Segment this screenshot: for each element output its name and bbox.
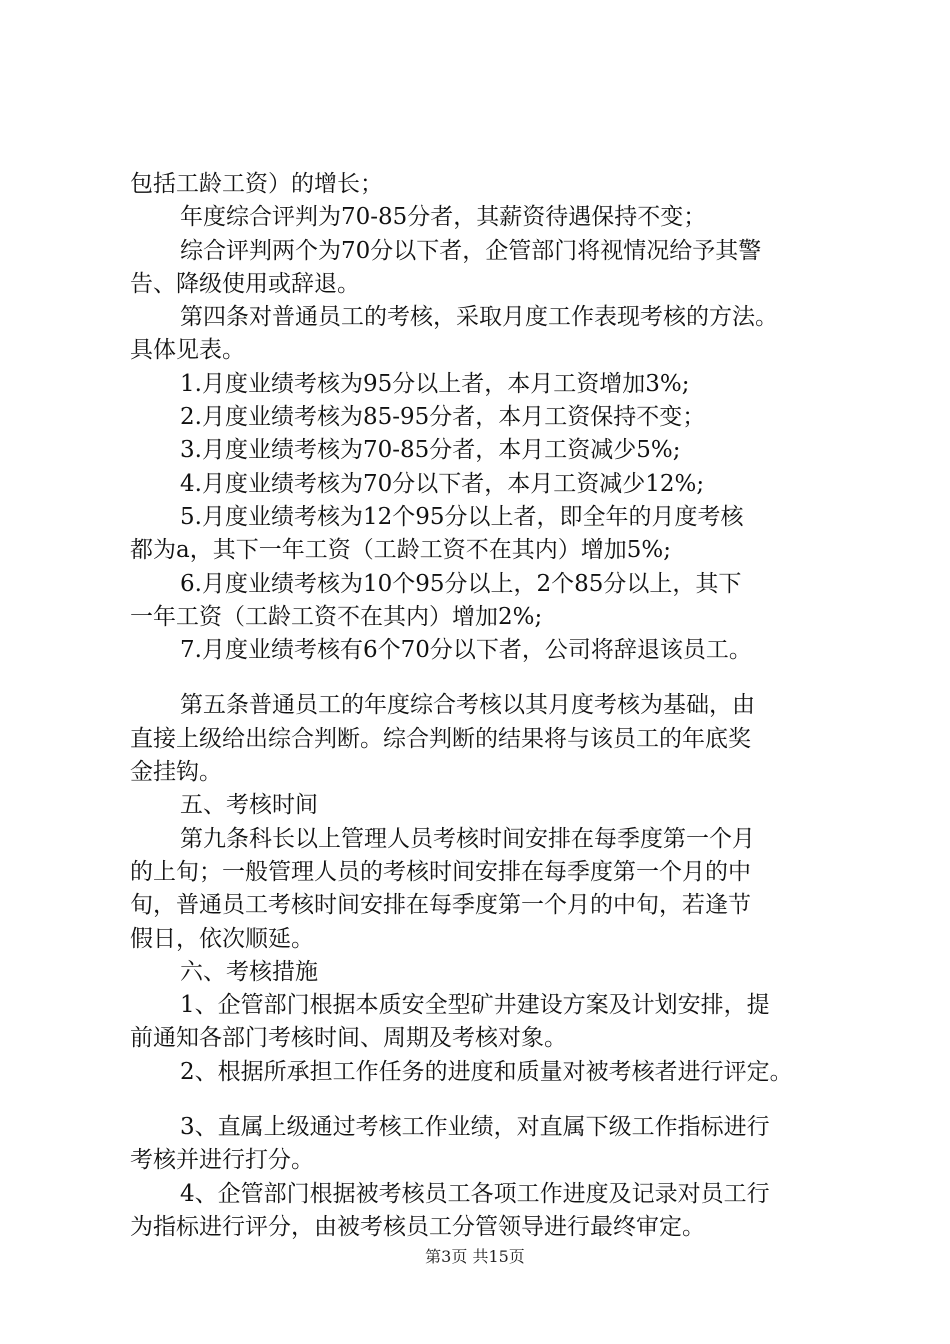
text-line: 的上旬；一般管理人员的考核时间安排在每季度第一个月的中: [130, 858, 751, 885]
text-line: 告、降级使用或辞退。: [130, 270, 360, 297]
text-line: 第五条普通员工的年度综合考核以其月度考核为基础，由: [180, 692, 755, 719]
text-line: 3、直属上级通过考核工作业绩，对直属下级工作指标进行: [180, 1114, 770, 1141]
text-line: 旬，普通员工考核时间安排在每季度第一个月的中旬，若逢节: [130, 892, 751, 919]
page-number-footer: 第3页 共15页: [425, 1247, 525, 1266]
text-line: 综合评判两个为70分以下者，企管部门将视情况给予其警: [180, 237, 762, 264]
text-line: 4.月度业绩考核为70分以下者，本月工资减少12%;: [180, 470, 705, 497]
text-line: 假日，依次顺延。: [130, 925, 314, 952]
document-body: [130, 168, 830, 1244]
text-line: 包括工龄工资）的增长；: [130, 171, 383, 197]
text-line: 3.月度业绩考核为70-85分者，本月工资减少5%;: [180, 437, 681, 464]
section-heading: 六、考核措施: [180, 958, 318, 985]
text-line: 为指标进行评分，由被考核员工分管领导进行最终审定。: [130, 1213, 705, 1240]
section-heading: 五、考核时间: [180, 792, 318, 819]
text-line: 第四条对普通员工的考核，采取月度工作表现考核的方法。: [180, 304, 778, 331]
text-line: 都为a，其下一年工资（工龄工资不在其内）增加5%;: [130, 537, 671, 564]
text-line: 2.月度业绩考核为85-95分者，本月工资保持不变；: [180, 404, 706, 431]
text-line: 前通知各部门考核时间、周期及考核对象。: [130, 1025, 567, 1052]
text-line: 1、企管部门根据本质安全型矿井建设方案及计划安排，提: [180, 992, 770, 1019]
text-line: 年度综合评判为70-85分者，其薪资待遇保持不变；: [180, 204, 707, 231]
text-line: 2、根据所承担工作任务的进度和质量对被考核者进行评定。: [180, 1058, 793, 1085]
text-line: 第九条科长以上管理人员考核时间安排在每季度第一个月: [180, 825, 755, 852]
text-line: 5.月度业绩考核为12个95分以上者，即全年的月度考核: [180, 503, 744, 530]
text-line: 具体见表。: [130, 337, 245, 364]
paragraph-gap: [130, 667, 830, 689]
text-line: 考核并进行打分。: [130, 1147, 314, 1174]
paragraph-gap: [130, 1089, 830, 1111]
text-line: 直接上级给出综合判断。综合判断的结果将与该员工的年底奖: [130, 725, 751, 752]
text-line: 金挂钩。: [130, 759, 222, 786]
text-line: 一年工资（工龄工资不在其内）增加2%;: [130, 603, 543, 630]
text-line: 1.月度业绩考核为95分以上者，本月工资增加3%;: [180, 370, 690, 397]
text-line: 7.月度业绩考核有6个70分以下者，公司将辞退该员工。: [180, 637, 752, 664]
text-line: 4、企管部门根据被考核员工各项工作进度及记录对员工行: [180, 1180, 770, 1207]
text-line: 6.月度业绩考核为10个95分以上，2个85分以上，其下: [180, 570, 742, 597]
